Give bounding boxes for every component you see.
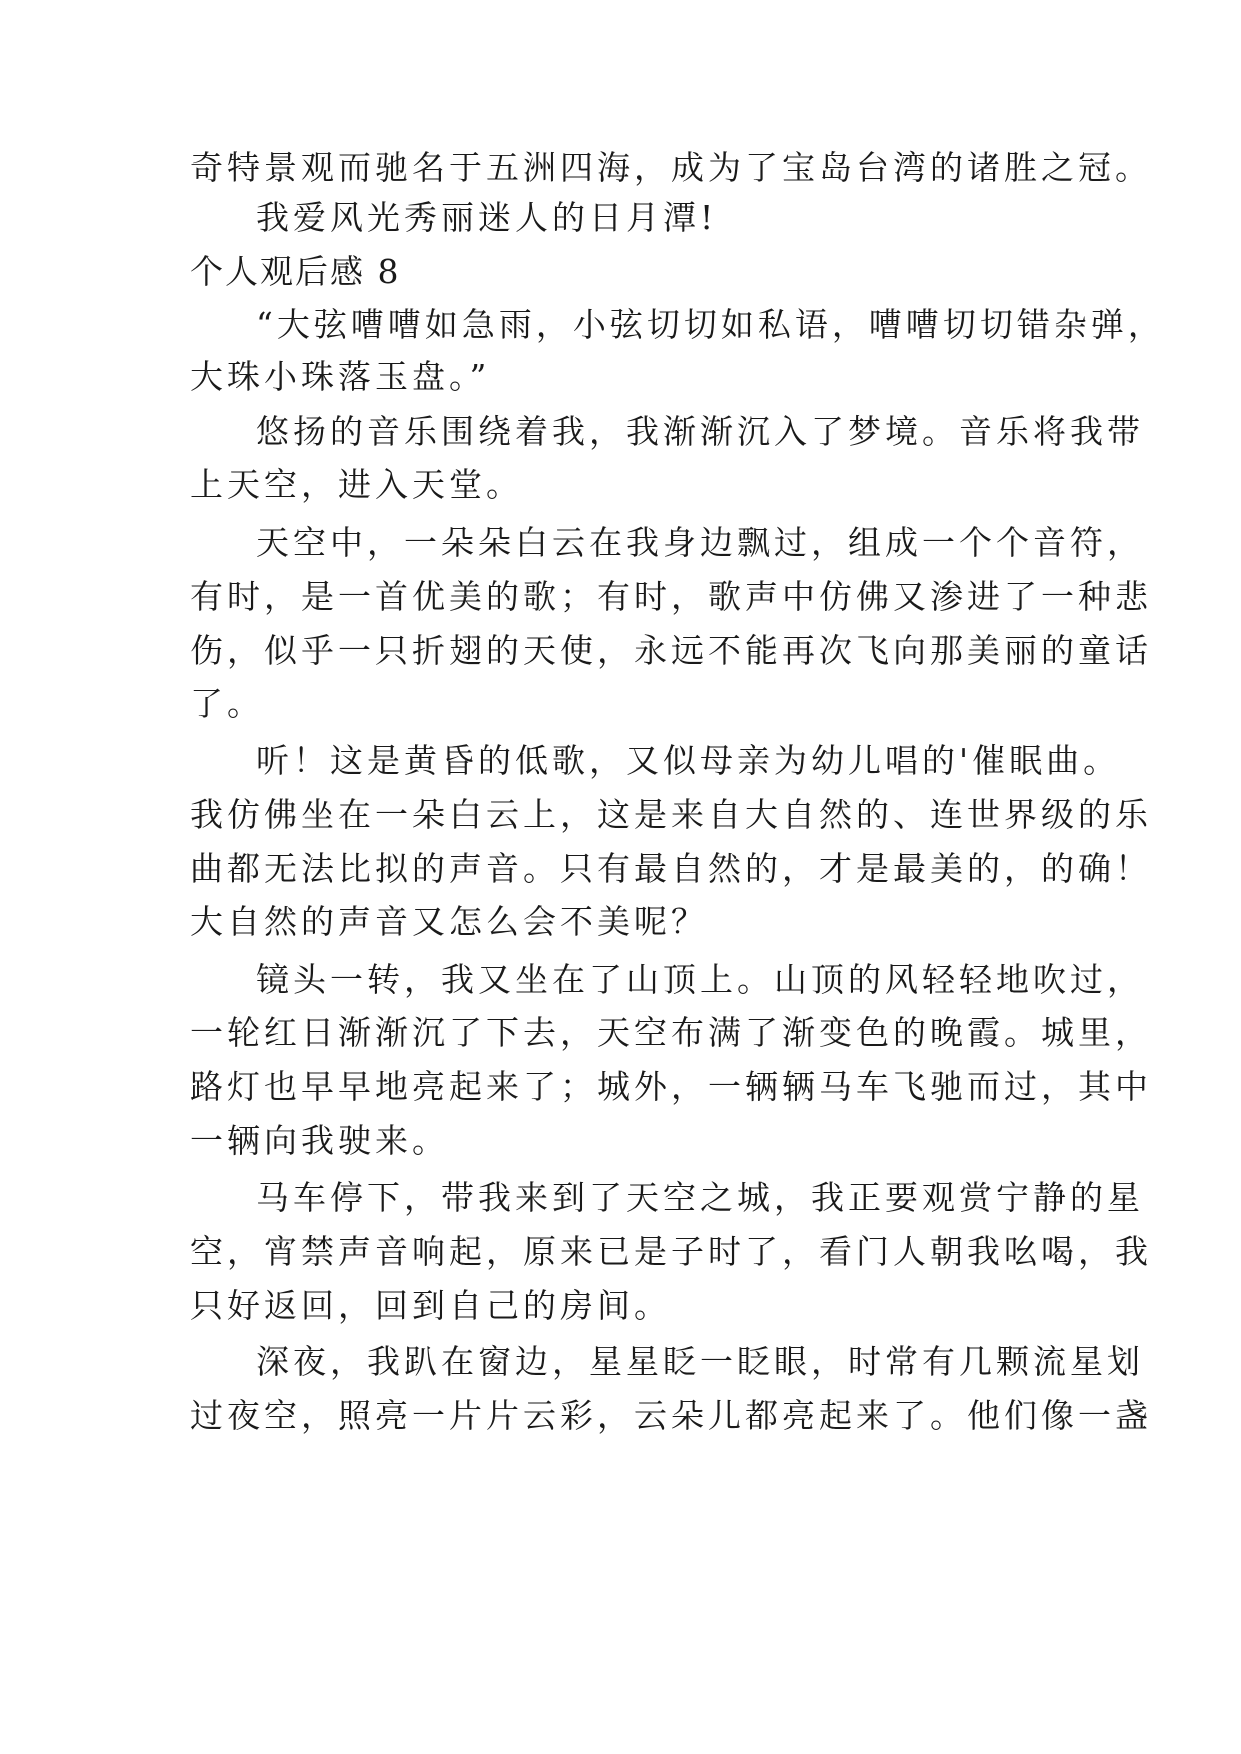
text-line: 有时，是一首优美的歌；有时，歌声中仿佛又渗进了一种悲 bbox=[190, 577, 1152, 616]
text-line: 伤，似乎一只折翅的天使，永远不能再次飞向那美丽的童话 bbox=[190, 631, 1152, 670]
text-line: 马车停下，带我来到了天空之城，我正要观赏宁静的星 bbox=[256, 1178, 1144, 1217]
text-line: 我爱风光秀丽迷人的日月潭! bbox=[256, 198, 718, 237]
text-line: 一轮红日渐渐沉了下去，天空布满了渐变色的晚霞。城里， bbox=[190, 1013, 1152, 1052]
section-heading: 个人观后感 8 bbox=[190, 252, 401, 291]
text-line: 曲都无法比拟的声音。只有最自然的，才是最美的，的确！ bbox=[190, 849, 1152, 888]
text-line: “大弦嘈嘈如急雨，小弦切切如私语，嘈嘈切切错杂弹， bbox=[256, 305, 1165, 344]
text-line: 大自然的声音又怎么会不美呢？ bbox=[190, 902, 708, 941]
text-line: 悠扬的音乐围绕着我，我渐渐沉入了梦境。音乐将我带 bbox=[256, 412, 1144, 451]
text-line: 了。 bbox=[190, 684, 264, 723]
text-line: 路灯也早早地亮起来了；城外，一辆辆马车飞驰而过，其中 bbox=[190, 1067, 1152, 1106]
text-line: 过夜空，照亮一片片云彩，云朵儿都亮起来了。他们像一盏 bbox=[190, 1396, 1152, 1435]
text-line: 奇特景观而驰名于五洲四海，成为了宝岛台湾的诸胜之冠。 bbox=[190, 148, 1152, 187]
text-line: 上天空，进入天堂。 bbox=[190, 465, 523, 504]
text-line: 深夜，我趴在窗边，星星眨一眨眼，时常有几颗流星划 bbox=[256, 1342, 1144, 1381]
text-line: 只好返回，回到自己的房间。 bbox=[190, 1286, 671, 1325]
text-line: 天空中，一朵朵白云在我身边飘过，组成一个个音符， bbox=[256, 523, 1144, 562]
text-line: 空，宵禁声音响起，原来已是子时了，看门人朝我吆喝，我 bbox=[190, 1232, 1152, 1271]
text-line: 镜头一转，我又坐在了山顶上。山顶的风轻轻地吹过， bbox=[256, 960, 1144, 999]
text-line: 我仿佛坐在一朵白云上，这是来自大自然的、连世界级的乐 bbox=[190, 795, 1152, 834]
text-line: 听！这是黄昏的低歌，又似母亲为幼儿唱的'催眠曲。 bbox=[256, 741, 1121, 780]
text-line: 一辆向我驶来。 bbox=[190, 1121, 449, 1160]
text-line: 大珠小珠落玉盘。” bbox=[190, 357, 491, 396]
